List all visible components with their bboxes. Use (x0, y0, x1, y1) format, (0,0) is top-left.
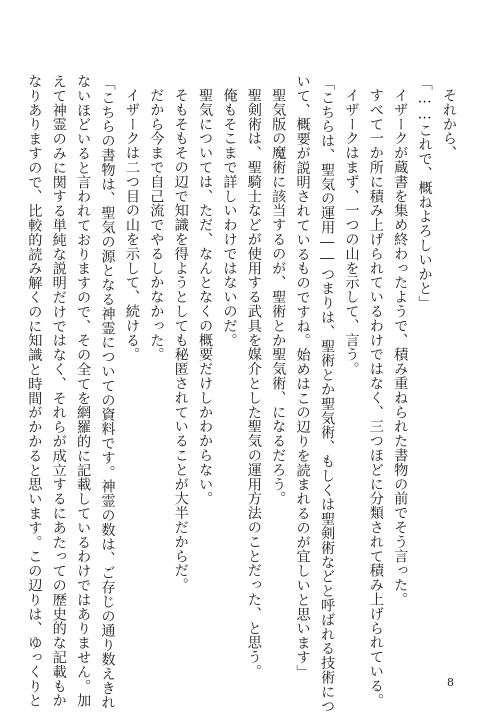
text-line: 「こちらの書物は、聖気の源となる神霊についての資料です。神霊の数は、ご存じの通り数えきれ (99, 76, 116, 710)
page-body-text (25, 74, 458, 713)
text-line: ないほどいると言われておりますので、その全てを網羅的に記載しているわけではありません。加 (75, 74, 92, 708)
text-line: 聖気については、ただ、なんとなくの概要だけしかわからない。 (197, 88, 214, 506)
text-line: そもそもその辺で知識を得ようとしても秘匿されていることが大半だからだ。 (172, 88, 189, 592)
text-line: だから今まで自己流でやるしかなかった。 (148, 88, 165, 362)
text-line: なりありますので、比較的読み解くのに知識と時間がかかると思います。この辺りは、ゆっくりと (26, 74, 43, 708)
text-line: イザークが蔵書を集め終わったようで、積み重ねられた書物の前でそう言った。 (392, 88, 409, 607)
text-line: イザークは二つ目の山を示して、続ける。 (123, 88, 140, 362)
text-line: それから、 (441, 88, 457, 160)
text-line: 聖気版の魔術に該当するのが、聖術とか聖気術、になるだろう。 (270, 88, 287, 506)
text-line: イザークはまず、一つの山を示して、言う。 (343, 88, 360, 376)
text-line: えて神霊のみに関する単純な説明だけではなく、それらが成立するにあたっての歴史的な記載もか (50, 74, 67, 708)
text-line: 聖剣術は、聖騎士などが使用する武具を媒介とした聖気の運用方法のことだった、と思う。 (245, 88, 262, 679)
text-line: すべて一か所に積み上げられているわけではなく、三つほどに分類されて積み上げられている。 (367, 88, 384, 708)
text-line: 「こちらは、聖気の運用――つまりは、聖術とか聖気術、もしくは聖剣術などと呼ばれる技術につ (319, 76, 336, 713)
text-line: いて、概要が説明されているものですね。始めはこの辺りを読まれるのが宜しいと思います」 (294, 74, 311, 679)
page-number: 8 (447, 676, 454, 689)
text-line: 俺もそこまで詳しいわけではないのだ。 (221, 88, 238, 348)
text-line: 「……これで、概ねよろしいかと」 (416, 76, 433, 310)
